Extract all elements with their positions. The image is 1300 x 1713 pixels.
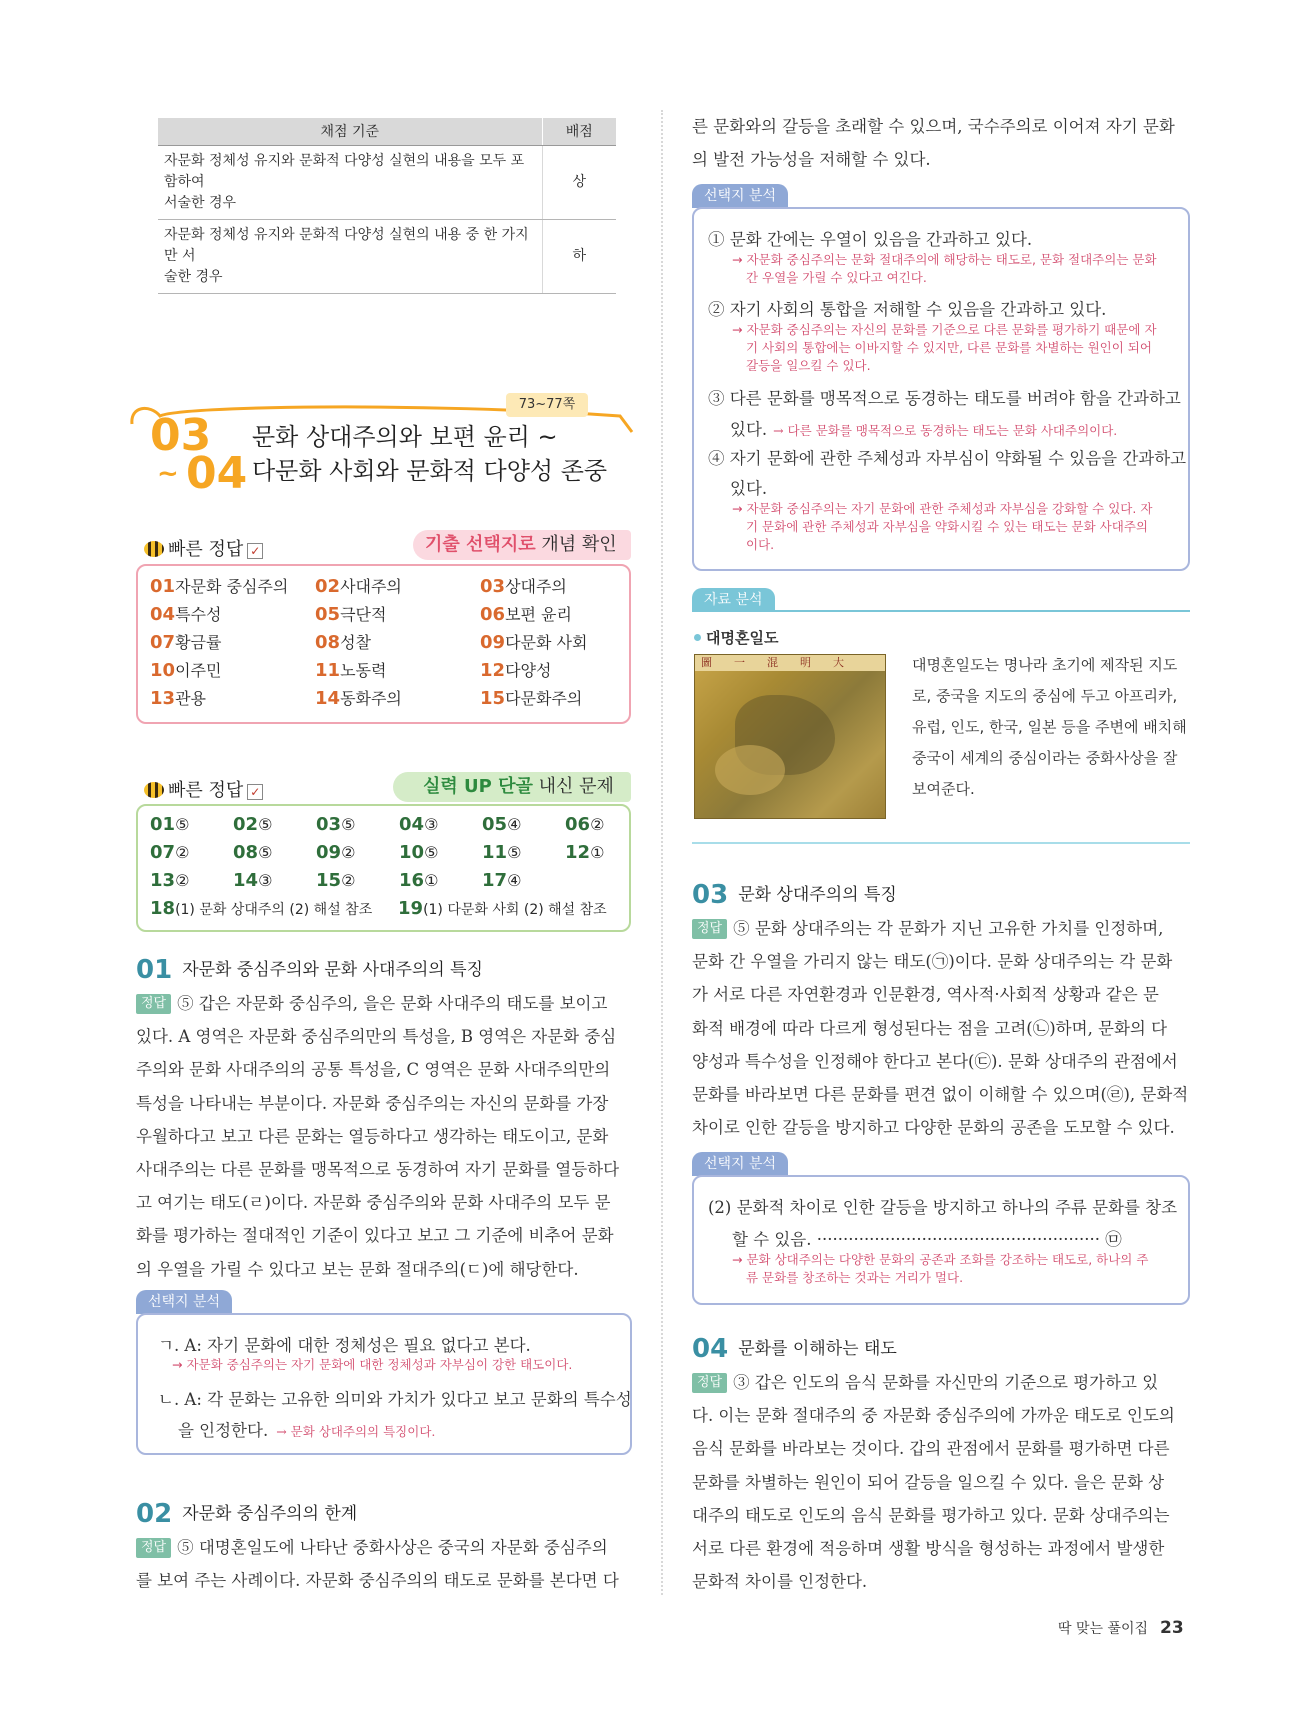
quick-answer-item	[233, 814, 272, 835]
quick-answer-value: ②	[590, 815, 605, 834]
quick-answer-number: 11	[482, 842, 508, 863]
answer-badge: 정답	[136, 1538, 171, 1558]
quick-answer-value: 특수성	[175, 605, 222, 624]
quick-answer-number: 04	[399, 814, 425, 835]
concept-check-banner	[413, 530, 631, 560]
note-line: → 자문화 중심주의는 자기 문화에 관한 주체성과 자부심을 강화할 수 있다. 자	[732, 501, 1153, 516]
data-analysis-tab: 자료 분석	[692, 588, 775, 612]
quick-answer-value: ②	[341, 843, 356, 862]
quick-answer-item	[150, 686, 206, 709]
quick-answer-item	[150, 814, 189, 835]
text-line: 고 여기는 태도(ㄹ)이다. 자문화 중심주의와 문화 사대주의 모두 문	[136, 1193, 611, 1213]
quick-answer-number: 13	[150, 688, 176, 709]
text-line: ⑤ 갑은 자문화 중심주의, 을은 문화 사대주의 태도를 보이고	[177, 994, 608, 1013]
question-title: 문화를 이해하는 태도	[738, 1339, 897, 1359]
analysis-option-cont: 을 인정한다.	[178, 1421, 269, 1440]
text-line: ③ 갑은 인도의 음식 문화를 자신만의 기준으로 평가하고 있	[733, 1373, 1159, 1392]
text-line: 대주의 태도로 인도의 음식 문화를 평가하고 있다. 문화 상대주의는	[692, 1505, 1170, 1525]
quick-answer-number: 04	[150, 604, 176, 625]
text-line: 서로 다른 환경에 적응하며 생활 방식을 형성하는 과정에서 발생한	[692, 1539, 1165, 1559]
quick-answer-item	[150, 658, 221, 681]
question-number: 04	[692, 1334, 729, 1364]
quick-answer-value: 보편 윤리	[505, 605, 572, 624]
text-line: 화를 평가하는 절대적인 기준이 있다고 보고 그 기준에 비추어 문화	[136, 1226, 614, 1246]
quick-answer-value: 동화주의	[340, 689, 402, 708]
text-line: 있다. A 영역은 자문화 중심주의만의 특성을, B 영역은 자문화 중심	[136, 1027, 617, 1047]
note-line: → 자문화 중심주의는 문화 절대주의에 해당하는 태도로, 문화 절대주의는 문화	[732, 252, 1157, 267]
quick-answer-value: ⑤	[507, 843, 522, 862]
quick-answer-value: ④	[507, 871, 522, 890]
quick-answer-item	[315, 574, 402, 597]
quick-answer-item	[565, 814, 604, 835]
quick-answer-item	[316, 870, 355, 891]
quick-answer-text: 빠른 정답	[168, 539, 244, 560]
answer-badge: 정답	[136, 994, 171, 1014]
analysis-option: ① 문화 간에는 우열이 있음을 간과하고 있다.	[708, 230, 1033, 249]
section-num-sep: ~	[157, 459, 179, 489]
note-line: 기 문화에 관한 주체성과 자부심을 약화시킬 수 있는 태도는 문화 사대주의	[746, 519, 1148, 534]
note-line: 류 문화를 창조하는 것과는 거리가 멀다.	[746, 1270, 964, 1285]
analysis-option: ㄱ. A: 자기 문화에 대한 정체성은 필요 없다고 본다.	[158, 1336, 531, 1355]
exam-problem-banner	[393, 772, 631, 802]
quick-answer-number: 14	[233, 870, 259, 891]
quick-answer-number: 16	[399, 870, 425, 891]
quick-answer-number: 09	[480, 632, 506, 653]
quick-answer-number: 03	[316, 814, 342, 835]
quick-answer-number: 05	[482, 814, 508, 835]
quick-answer-item	[480, 686, 582, 709]
quick-answer-number: 08	[315, 632, 341, 653]
answer-explanation	[692, 912, 1190, 1144]
analysis-option: 할 수 있음. ······················································ ㉤	[732, 1230, 1122, 1249]
question-number: 03	[692, 880, 729, 910]
quick-answer-item	[233, 870, 272, 891]
analysis-option: ② 자기 사회의 통합을 저해할 수 있음을 간과하고 있다.	[708, 300, 1107, 319]
quick-answer-item	[315, 658, 386, 681]
quick-answer-number: 19	[398, 898, 424, 919]
quick-answer-item	[150, 898, 372, 919]
analysis-option: 있다.	[730, 479, 768, 498]
analysis-option: (2) 문화적 차이로 인한 갈등을 방지하고 하나의 주류 문화를 창조	[708, 1198, 1178, 1217]
quick-answer-value: 노동력	[340, 661, 387, 680]
answer-explanation	[136, 1531, 632, 1597]
note-line: 갈등을 일으킬 수 있다.	[746, 358, 871, 373]
analysis-note: → 문화 상대주의의 특징이다.	[276, 1424, 436, 1439]
answer-badge: 정답	[692, 1373, 727, 1393]
quick-answer-number: 15	[316, 870, 342, 891]
analysis-option: ㄴ. A: 각 문화는 고유한 의미와 가치가 있다고 보고 문화의 특수성	[158, 1390, 632, 1409]
section-title-line: 문화 상대주의와 보편 윤리 ~	[252, 423, 558, 451]
text-line: 의 우열을 가릴 수 있다고 보는 문화 절대주의(ㄷ)에 해당한다.	[136, 1259, 579, 1279]
quick-answer-label	[144, 776, 263, 802]
quick-answer-value: ②	[175, 843, 190, 862]
analysis-option	[730, 416, 1117, 440]
checkbox-icon: ✓	[247, 543, 263, 559]
quick-answer-item	[399, 870, 438, 891]
question-heading	[136, 955, 483, 985]
quick-answer-value: 자문화 중심주의	[175, 577, 289, 596]
text-line: 특성을 나타내는 부분이다. 자문화 중심주의는 자신의 문화를 가장	[136, 1093, 609, 1113]
quick-answer-number: 13	[150, 870, 176, 891]
text-line: 가 서로 다른 자연환경과 인문환경, 역사적·사회적 상황과 같은 문	[692, 985, 1159, 1005]
note-line: 이다.	[746, 537, 775, 552]
quick-answer-number: 08	[233, 842, 259, 863]
quick-answer-number: 06	[480, 604, 506, 625]
quick-answer-number: 11	[315, 660, 341, 681]
quick-answer-value: ②	[341, 871, 356, 890]
text-line: 사대주의는 다른 문화를 맹목적으로 동경하여 자기 문화를 열등하다	[136, 1160, 620, 1180]
quick-answer-text: 빠른 정답	[168, 780, 244, 801]
answer-explanation	[136, 987, 632, 1286]
text-line: 문화를 바라보면 다른 문화를 편견 없이 이해할 수 있으며(㉣), 문화적	[692, 1085, 1189, 1105]
quick-answer-value: (1) 문화 상대주의 (2) 해설 참조	[175, 902, 373, 918]
section-title-line: 다문화 사회와 문화적 다양성 존중	[252, 457, 608, 485]
quick-answer-value: ⑤	[175, 815, 190, 834]
quick-answer-value: ⑤	[424, 843, 439, 862]
banner-text: 개념 확인	[535, 534, 617, 555]
grading-score: 상	[542, 145, 616, 219]
quick-answer-number: 17	[482, 870, 508, 891]
answer-explanation-cont	[692, 110, 1190, 176]
quick-answer-value: 황금률	[175, 633, 222, 652]
quick-answer-item	[480, 630, 587, 653]
criterion-text: 술한 경우	[164, 268, 223, 285]
quick-answer-value: ⑤	[258, 815, 273, 834]
section-num-top: 03	[150, 410, 212, 461]
answer-explanation	[692, 1366, 1190, 1598]
quick-answer-value: 다문화주의	[505, 689, 583, 708]
data-analysis-text: 대명혼일도는 명나라 초기에 제작된 지도로, 중국을 지도의 중심에 두고 아프리카, 유럽, 인도, 한국, 일본 등을 주변에 배치해 중국이 세계의 중심이라는 중화사상을 잘 보여준다.	[912, 656, 1187, 798]
note-line: 기 사회의 통합에는 이바지할 수 있지만, 다른 문화를 차별하는 원인이 되어	[746, 340, 1152, 355]
text-line: 를 보여 주는 사례이다. 자문화 중심주의의 태도로 문화를 본다면 다	[136, 1571, 619, 1591]
text-line: 다. 이는 문화 절대주의 중 자문화 중심주의에 가까운 태도로 인도의	[692, 1406, 1175, 1426]
quick-answer-value: ③	[258, 871, 273, 890]
text-line: 양성과 특수성을 인정해야 한다고 본다(㉢). 문화 상대주의 관점에서	[692, 1051, 1178, 1071]
quick-answer-value: 이주민	[175, 661, 222, 680]
quick-answer-number: 10	[399, 842, 425, 863]
criterion-text: 서술한 경우	[164, 194, 237, 211]
quick-answer-value: ⑤	[341, 815, 356, 834]
text-line: 차이로 인한 갈등을 방지하고 다양한 문화의 공존을 도모할 수 있다.	[692, 1118, 1175, 1138]
note-line: → 자문화 중심주의는 자신의 문화를 기준으로 다른 문화를 평가하기 때문에 자	[732, 322, 1157, 337]
table-row	[158, 219, 616, 293]
option-analysis-tab: 선택지 분석	[692, 1152, 788, 1176]
checkbox-icon: ✓	[247, 784, 263, 800]
question-number: 02	[136, 1499, 173, 1529]
map-title-strip: 圖一混明大	[695, 655, 885, 671]
book-title: 딱 맞는 풀이집	[1058, 1621, 1149, 1637]
quick-answer-item	[565, 842, 604, 863]
quick-answer-item	[315, 686, 402, 709]
text-line: 의 발전 가능성을 저해할 수 있다.	[692, 150, 931, 170]
note-line: 간 우열을 가릴 수 있다고 여긴다.	[746, 270, 927, 285]
quick-answer-item	[233, 842, 272, 863]
quick-answer-number: 12	[565, 842, 591, 863]
quick-answer-number: 06	[565, 814, 591, 835]
text-line: 문화를 차별하는 원인이 되어 갈등을 일으킬 수 있다. 을은 문화 상	[692, 1472, 1165, 1492]
quick-answer-number: 02	[315, 576, 341, 597]
analysis-option: ③ 다른 문화를 맹목적으로 동경하는 태도를 버려야 함을 간과하고	[708, 389, 1181, 408]
option-analysis-tab: 선택지 분석	[136, 1290, 232, 1314]
quick-answer-item	[316, 842, 355, 863]
criterion-text: 자문화 정체성 유지와 문화적 다양성 실현의 내용을 모두 포함하여	[164, 152, 525, 190]
analysis-option	[178, 1417, 435, 1441]
grading-table	[158, 118, 616, 294]
text-line: ⑤ 대명혼일도에 나타난 중화사상은 중국의 자문화 중심주의	[177, 1538, 608, 1557]
quick-answer-value: ④	[507, 815, 522, 834]
quick-answer-item	[150, 630, 221, 653]
quick-answer-value: ③	[424, 815, 439, 834]
column-divider	[661, 110, 663, 1595]
quick-answer-number: 02	[233, 814, 259, 835]
text-line: ⑤ 문화 상대주의는 각 문화가 지닌 고유한 가치를 인정하며,	[733, 919, 1164, 938]
table-row	[158, 145, 616, 219]
quick-answer-number: 07	[150, 632, 176, 653]
page-number: 23	[1160, 1618, 1184, 1638]
analysis-note: → 자문화 중심주의는 자기 문화에 대한 정체성과 자부심이 강한 태도이다.	[172, 1357, 573, 1372]
quick-answer-number: 15	[480, 688, 506, 709]
quick-answer-item	[315, 630, 371, 653]
question-title: 자문화 중심주의와 문화 사대주의의 특징	[182, 960, 483, 980]
answer-badge: 정답	[692, 919, 727, 939]
analysis-note	[732, 321, 1157, 375]
quick-answer-item	[480, 658, 551, 681]
quick-answer-number: 01	[150, 814, 176, 835]
quick-answer-item	[150, 602, 221, 625]
data-item-title: 대명혼일도	[706, 629, 779, 647]
analysis-option-cont: 있다.	[730, 420, 768, 439]
text-line: 화적 배경에 따라 다르게 형성된다는 점을 고려(㉡)하며, 문화의 다	[692, 1018, 1168, 1038]
section-num-bottom: 04	[186, 448, 248, 499]
grading-criterion	[158, 219, 542, 293]
quick-answer-item	[480, 574, 567, 597]
quick-answer-item	[482, 870, 521, 891]
quick-answer-item	[399, 814, 438, 835]
bullet-icon	[694, 634, 701, 641]
quick-answer-value: (1) 다문화 사회 (2) 해설 참조	[423, 902, 607, 918]
quick-answer-value: ⑤	[258, 843, 273, 862]
grading-criterion	[158, 145, 542, 219]
quick-answer-number: 07	[150, 842, 176, 863]
section-title	[252, 420, 607, 488]
quick-answer-item	[480, 602, 572, 625]
quick-answer-item	[150, 842, 189, 863]
question-title: 문화 상대주의의 특징	[738, 885, 897, 905]
quick-answer-item	[150, 870, 189, 891]
quick-answer-number: 14	[315, 688, 341, 709]
quick-answer-value: ①	[424, 871, 439, 890]
quick-answer-number: 10	[150, 660, 176, 681]
analysis-note: → 다른 문화를 맹목적으로 동경하는 태도는 문화 사대주의이다.	[773, 423, 1118, 438]
quick-answer-item	[399, 842, 438, 863]
grading-score: 하	[542, 219, 616, 293]
quick-answer-number: 01	[150, 576, 176, 597]
text-line: 문화 간 우열을 가리지 않는 태도(㉠)이다. 문화 상대주의는 각 문화	[692, 952, 1173, 972]
quick-answer-value: 성찰	[340, 633, 371, 652]
quick-answer-number: 12	[480, 660, 506, 681]
quick-answer-value: ②	[175, 871, 190, 890]
analysis-note	[732, 500, 1152, 554]
bee-icon	[144, 541, 164, 557]
question-heading	[136, 1499, 357, 1529]
text-line: 문화적 차이를 인정한다.	[692, 1572, 868, 1592]
quick-answer-item	[150, 574, 288, 597]
quick-answer-value: 극단적	[340, 605, 387, 624]
quick-answer-value: 다문화 사회	[505, 633, 588, 652]
quick-answer-value: 관용	[175, 689, 206, 708]
quick-answer-label	[144, 535, 263, 561]
quick-answer-item	[482, 842, 521, 863]
quick-answer-number: 05	[315, 604, 341, 625]
analysis-note	[732, 1251, 1148, 1287]
text-line: 음식 문화를 바라보는 것이다. 갑의 관점에서 문화를 평가하면 다른	[692, 1439, 1170, 1459]
quick-answer-item	[398, 898, 607, 919]
quick-answer-number: 03	[480, 576, 506, 597]
criterion-text: 자문화 정체성 유지와 문화적 다양성 실현의 내용 중 한 가지만 서	[164, 226, 529, 264]
text-line: 우월하다고 보고 다른 문화는 열등하다고 생각하는 태도이고, 문화	[136, 1126, 609, 1146]
question-title: 자문화 중심주의의 한계	[182, 1504, 358, 1524]
quick-answer-item	[316, 814, 355, 835]
divider	[692, 842, 1190, 844]
note-line: → 문화 상대주의는 다양한 문화의 공존과 조화를 강조하는 태도로, 하나의 주	[732, 1252, 1149, 1267]
quick-answer-value: 상대주의	[505, 577, 567, 596]
page-footer	[1058, 1618, 1184, 1638]
quick-answer-item	[315, 602, 386, 625]
grading-header-score: 배점	[542, 118, 616, 145]
banner-emphasis: 실력 UP 단골	[423, 776, 533, 797]
banner-emphasis: 기출 선택지로	[425, 534, 536, 555]
quick-answer-value: 다양성	[505, 661, 552, 680]
map-landmass	[715, 745, 785, 795]
quick-answer-value: ①	[590, 843, 605, 862]
quick-answer-number: 18	[150, 898, 176, 919]
text-line: 주의와 문화 사대주의의 공통 특성을, C 영역은 문화 사대주의만의	[136, 1060, 611, 1080]
quick-answer-value: 사대주의	[340, 577, 402, 596]
question-heading	[692, 880, 897, 910]
divider	[692, 610, 1190, 612]
quick-answer-item	[482, 814, 521, 835]
page-range-badge: 73~77쪽	[506, 393, 588, 417]
question-heading	[692, 1334, 897, 1364]
bee-icon	[144, 782, 164, 798]
question-number: 01	[136, 955, 173, 985]
map-image	[694, 654, 886, 819]
analysis-note	[732, 251, 1157, 287]
option-analysis-tab: 선택지 분석	[692, 184, 788, 208]
banner-text: 내신 문제	[532, 776, 614, 797]
analysis-option: ④ 자기 문화에 관한 주체성과 자부심이 약화될 수 있음을 간과하고	[708, 449, 1187, 468]
text-line: 른 문화와의 갈등을 초래할 수 있으며, 국수주의로 이어져 자기 문화	[692, 117, 1175, 136]
quick-answer-number: 09	[316, 842, 342, 863]
grading-header-criterion: 채점 기준	[158, 118, 542, 145]
